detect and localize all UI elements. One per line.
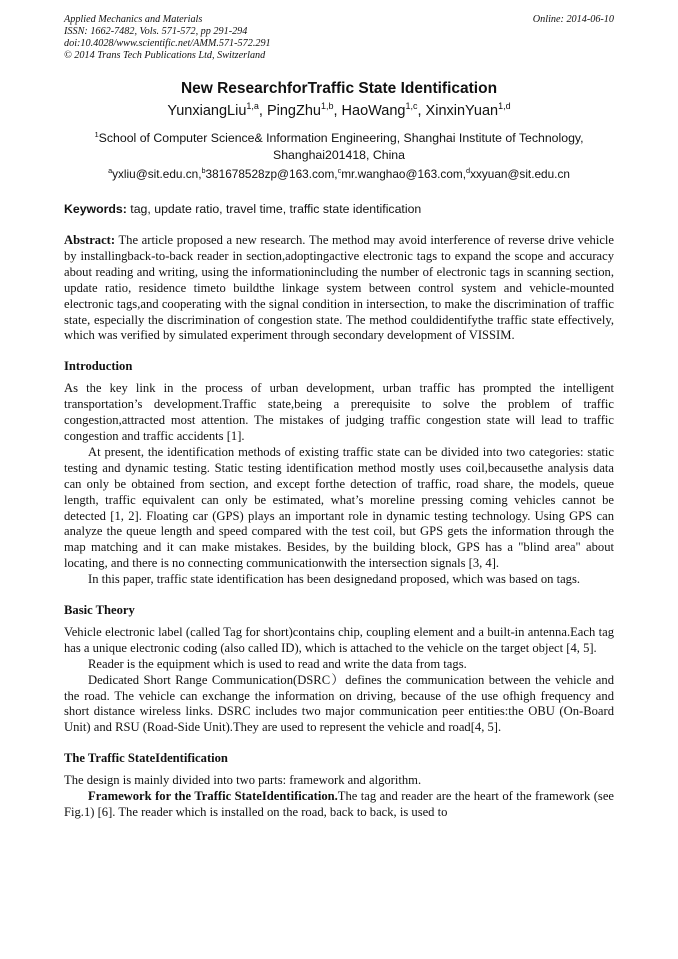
framework-lead: Framework for the Traffic StateIdentification. (88, 789, 338, 804)
author-sup: 1,a (246, 101, 259, 112)
paragraph: Vehicle electronic label (called Tag for short)contains chip, coupling element and a built-in antenna.Each tag has a unique electronic coding (also called ID), which is attached to the vehicle on the target object [4, 5]. (64, 624, 614, 655)
doi-line: doi:10.4028/www.scientific.net/AMM.571-572.291 (64, 38, 271, 49)
author-list: YunxiangLiu$^{1,a}$, PingZhu$^{1,b}$, HaoWang$^{1,c}$, XinxinYuan$^{1,d}$ (167, 101, 511, 119)
paragraph: Dedicated Short Range Communication(DSRC）defines the communication between the vehicle and the road. The vehicle can exchange the information on driving, because of the use ofhigh frequency and short distance wireless links. DSRC includes two major communication peer entities:the OBU (On-Board Unit) and RSU (Road-Side Unit).They are used to represent the vehicle and road[4, 5]. (64, 672, 614, 735)
paper-body (64, 233, 614, 821)
author-name: HaoWang (341, 103, 406, 119)
affiliation-sup: 1 (94, 129, 99, 139)
author-sup: 1,c (405, 101, 418, 112)
email-sup: a (108, 166, 113, 176)
email-address: xxyuan@sit.edu.cn (470, 167, 570, 181)
paragraph: The design is mainly divided into two parts: framework and algorithm. (64, 773, 422, 788)
email-sup: d (466, 166, 471, 176)
paragraph: In this paper, traffic state identification has been designedand proposed, which was based on tags. (88, 572, 581, 587)
keywords (64, 202, 614, 216)
email-address: 381678528zp@163.com (205, 167, 335, 181)
author-sup: 1,b (320, 101, 334, 112)
keywords-text: tag, update ratio, travel time, traffic state identification (130, 202, 422, 216)
keywords-label: Keywords: (64, 202, 127, 216)
author-sup: 1,d (498, 101, 511, 112)
paragraph (64, 789, 614, 821)
issn-line: ISSN: 1662-7482, Vols. 571-572, pp 291-294 (64, 26, 248, 37)
section-heading-introduction: Introduction (64, 359, 133, 374)
paragraph: At present, the identification methods of existing traffic state can be divided into two categories: static testing and dynamic testing. Static testing identification method mostly uses coil,becausethe analysis data can only be obtained from section, and except forthe detection of traffic, road share, the models, queue length, traffic equivalent can only be estimated, what’s moreline pressing coming vehicles cannot be detected [1, 2]. Floating car (GPS) plays an important role in dynamic testing technology. Using GPS can analyze the queue length and speed compared with the test coil, but GPS gets the information through the map matching and it can make mistakes. Besides, by the building block, GPS has a "blind area" about locating, and there is no connecting communicationwith the intersection signals [3, 4]. (64, 444, 614, 571)
paper-title: New ResearchforTraffic State Identification (180, 80, 498, 97)
framework-text: The tag and reader are the heart of the framework (see Fig.1) [6]. The reader which is installed on the road, back to back, is used to (64, 789, 614, 819)
email-list: $^a$yxliu@sit.edu.cn,$^b$381678528zp@163.com,$^c$mr.wanghao@163.com,$^d$xxyuan@sit.edu.cn (108, 166, 570, 181)
section-heading-traffic-state: The Traffic StateIdentification (64, 751, 228, 766)
affiliation-line-1: School of Computer Science& Information Engineering, Shanghai Institute of Technology, (98, 131, 584, 145)
copyright-line: © 2014 Trans Tech Publications Ltd, Switzerland (64, 50, 266, 61)
paragraph: Reader is the equipment which is used to read and write the data from tags. (88, 656, 467, 671)
abstract (64, 233, 614, 344)
online-date: Online: 2014-06-10 (532, 14, 614, 25)
abstract-label: Abstract: (64, 233, 116, 247)
journal-header (64, 14, 614, 62)
affiliation-line-2: Shanghai201418, China (273, 148, 405, 162)
email-sup: b (201, 166, 206, 176)
author-name: YunxiangLiu (167, 103, 247, 119)
email-sup: c (337, 166, 342, 176)
abstract-text: The article proposed a new research. The method may avoid interference of reverse drive vehicle by installingback-to-back reader in section,adoptingactive electronic tags to expand the scope and accuracy about reading and writing, using the informationincluding the number of electronic tags in scanning section, update ratio, residence timeto buildthe linkage system between control system and vehicle-mounted electronic tags,and cooperating with the signal condition in intersection, to make the discrimination of traffic state, especially the discrimination of congestion state. The method couldidentifythe traffic state effectively, which was verified by simulated experiment through secondary development of VISSIM. (64, 233, 615, 343)
section-heading-basic-theory: Basic Theory (64, 603, 135, 618)
affiliation (80, 130, 598, 164)
author-name: PingZhu (266, 103, 321, 119)
journal-name: Applied Mechanics and Materials (64, 14, 203, 25)
paragraph: As the key link in the process of urban development, urban traffic has prompted the intelligent transportation’s development.Traffic state,being a prerequisite to solve the problem of traffic congestion,attracted most attention. The mistakes of judging traffic congestion state will lead to traffic congestion and traffic accidents [1]. (64, 381, 614, 443)
email-address: mr.wanghao@163.com (341, 167, 463, 181)
author-name: XinxinYuan (425, 103, 499, 119)
email-address: yxliu@sit.edu.cn (112, 167, 199, 181)
